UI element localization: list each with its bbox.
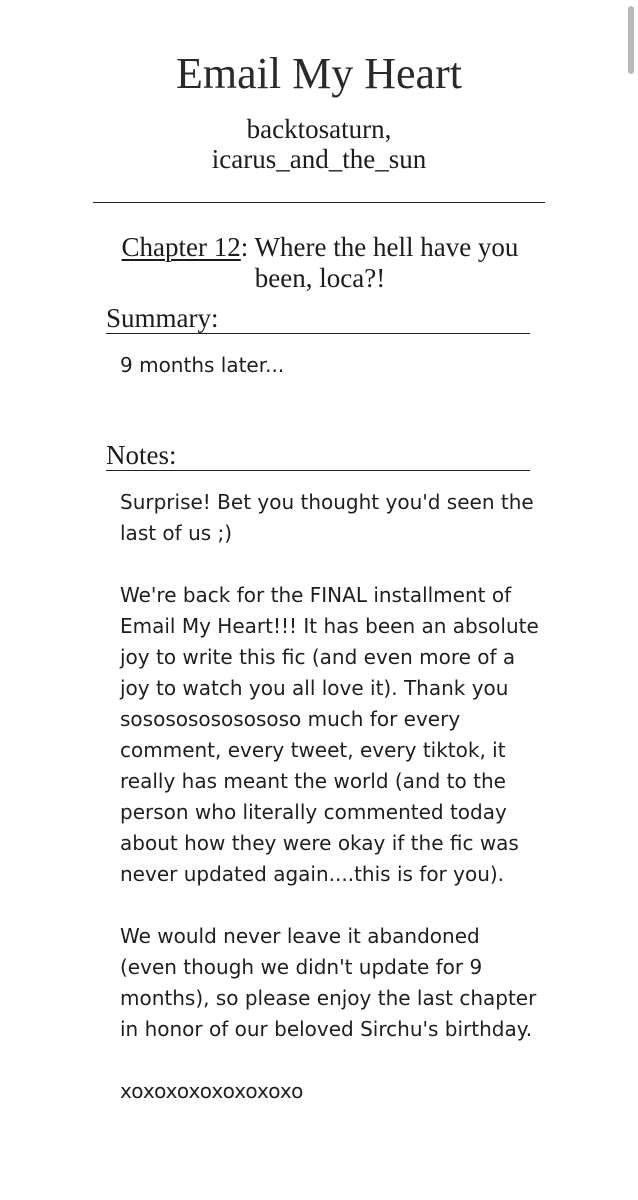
author-link-backtosaturn[interactable]: backtosaturn, [246,114,392,144]
header-divider [93,202,545,203]
chapter-heading [110,232,530,294]
notes-heading: Notes: [106,440,530,471]
summary-text: 9 months later... [120,353,285,377]
work-authors [0,114,638,174]
chapter-number-link[interactable]: Chapter 12 [121,232,241,262]
summary-heading: Summary: [106,303,530,334]
work-title: Email My Heart [176,49,462,98]
notes-paragraph: We're back for the FINAL installment of Email My Heart!!! It has been an absolute joy to write this fic (and even more of a joy to watch you all love it). Thank you sosososososososo much for every comment, every tweet, every tiktok, it really has meant the world (and to the person who literally commented today about how they were okay if the fic was never updated again....this is for you). [120,583,539,886]
notes-paragraph: We would never leave it abandoned (even though we didn't update for 9 months), so please enjoy the last chapter in honor of our beloved Sirchu's birthday. [120,924,537,1041]
notes-paragraph: Surprise! Bet you thought you'd seen the last of us ;) [120,490,534,545]
notes-signoff: xoxoxoxoxoxoxoxo [120,1079,304,1103]
author-link-icarus[interactable]: icarus_and_the_sun [211,144,427,174]
chapter-title: : Where the hell have you been, loca?! [240,232,519,293]
notes-body [120,487,540,1138]
